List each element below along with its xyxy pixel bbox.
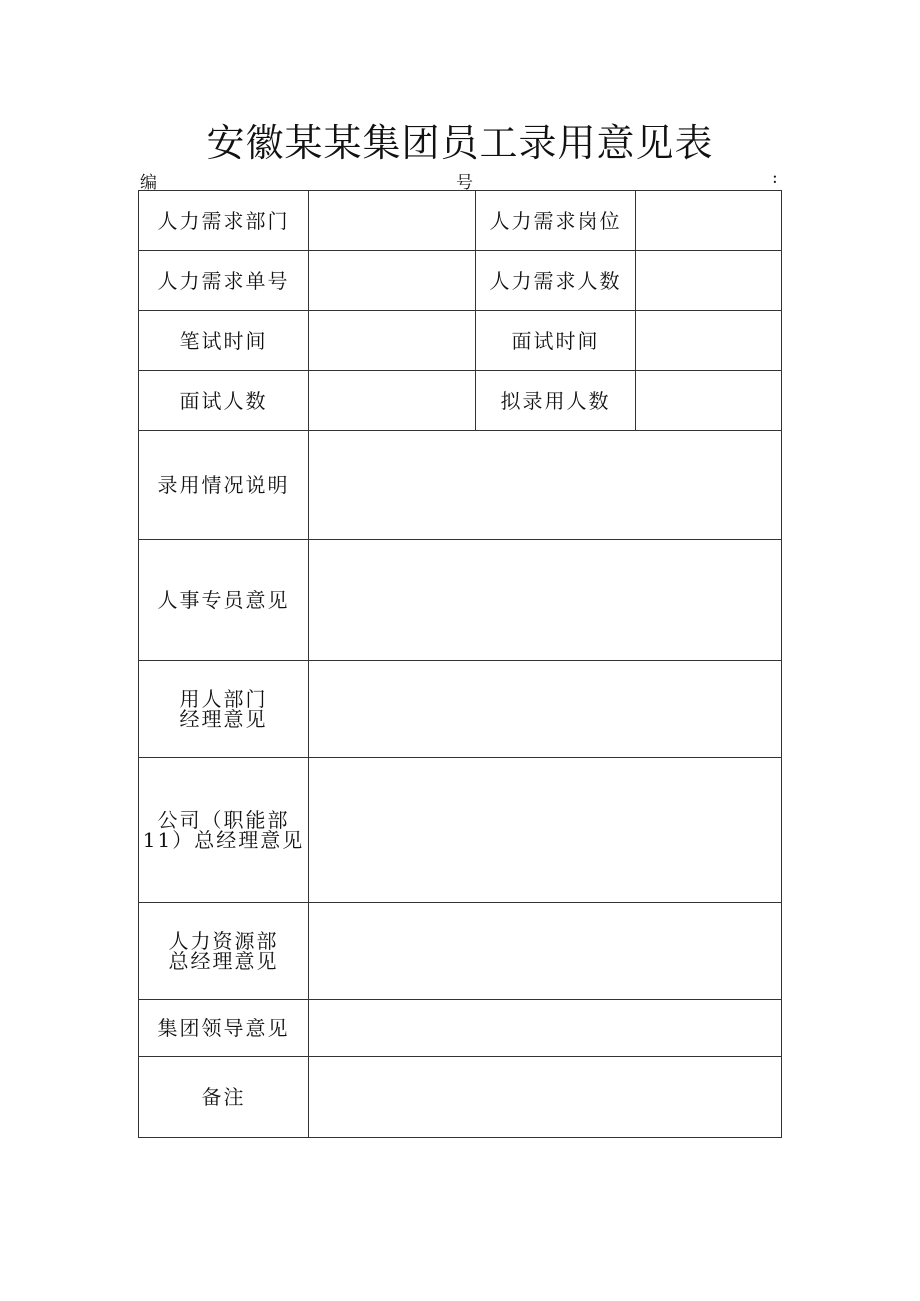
label-hr-specialist-opinion: 人事专员意见 <box>139 540 309 661</box>
label-hiring-explanation: 录用情况说明 <box>139 431 309 540</box>
label-line: 用人部门 <box>179 687 268 711</box>
field-hiring-explanation[interactable] <box>309 431 782 540</box>
field-group-leader-opinion[interactable] <box>309 1000 782 1057</box>
field-gm-opinion[interactable] <box>309 758 782 903</box>
label-remarks: 备注 <box>139 1057 309 1138</box>
field-demand-number[interactable] <box>309 251 476 311</box>
label-line: 经理意见 <box>179 707 268 731</box>
label-written-test-time: 笔试时间 <box>139 311 309 371</box>
label-group-leader-opinion: 集团领导意见 <box>139 1000 309 1057</box>
table-row <box>139 191 782 251</box>
field-demand-headcount[interactable] <box>636 251 782 311</box>
label-line: 11）总经理意见 <box>142 828 305 852</box>
table-row <box>139 1057 782 1138</box>
label-interview-time: 面试时间 <box>476 311 636 371</box>
field-dept-manager-opinion[interactable] <box>309 661 782 758</box>
field-interview-count[interactable] <box>309 371 476 431</box>
number-label-colon: : <box>772 168 778 188</box>
label-demand-headcount: 人力需求人数 <box>476 251 636 311</box>
number-label-left: 编 <box>140 173 157 193</box>
label-planned-hires: 拟录用人数 <box>476 371 636 431</box>
number-label-mid: 号 <box>456 173 473 193</box>
table-row <box>139 758 782 903</box>
table-row <box>139 371 782 431</box>
field-demand-department[interactable] <box>309 191 476 251</box>
field-hr-gm-opinion[interactable] <box>309 903 782 1000</box>
label-interview-count: 面试人数 <box>139 371 309 431</box>
label-hr-gm-opinion <box>139 903 309 1000</box>
employment-opinion-table <box>138 190 782 1138</box>
label-demand-position: 人力需求岗位 <box>476 191 636 251</box>
table-row <box>139 661 782 758</box>
label-demand-department: 人力需求部门 <box>139 191 309 251</box>
field-interview-time[interactable] <box>636 311 782 371</box>
field-demand-position[interactable] <box>636 191 782 251</box>
label-dept-manager-opinion <box>139 661 309 758</box>
label-line: 公司（职能部 <box>157 808 290 832</box>
field-hr-specialist-opinion[interactable] <box>309 540 782 661</box>
table-row <box>139 431 782 540</box>
field-written-test-time[interactable] <box>309 311 476 371</box>
field-remarks[interactable] <box>309 1057 782 1138</box>
field-planned-hires[interactable] <box>636 371 782 431</box>
label-line: 总经理意见 <box>168 949 279 973</box>
form-title: 安徽某某集团员工录用意见表 <box>206 121 714 165</box>
label-demand-number: 人力需求单号 <box>139 251 309 311</box>
label-gm-opinion <box>139 758 309 903</box>
table-row <box>139 903 782 1000</box>
table-row <box>139 311 782 371</box>
table-row <box>139 1000 782 1057</box>
label-line: 人力资源部 <box>168 929 279 953</box>
table-row <box>139 251 782 311</box>
table-row <box>139 540 782 661</box>
